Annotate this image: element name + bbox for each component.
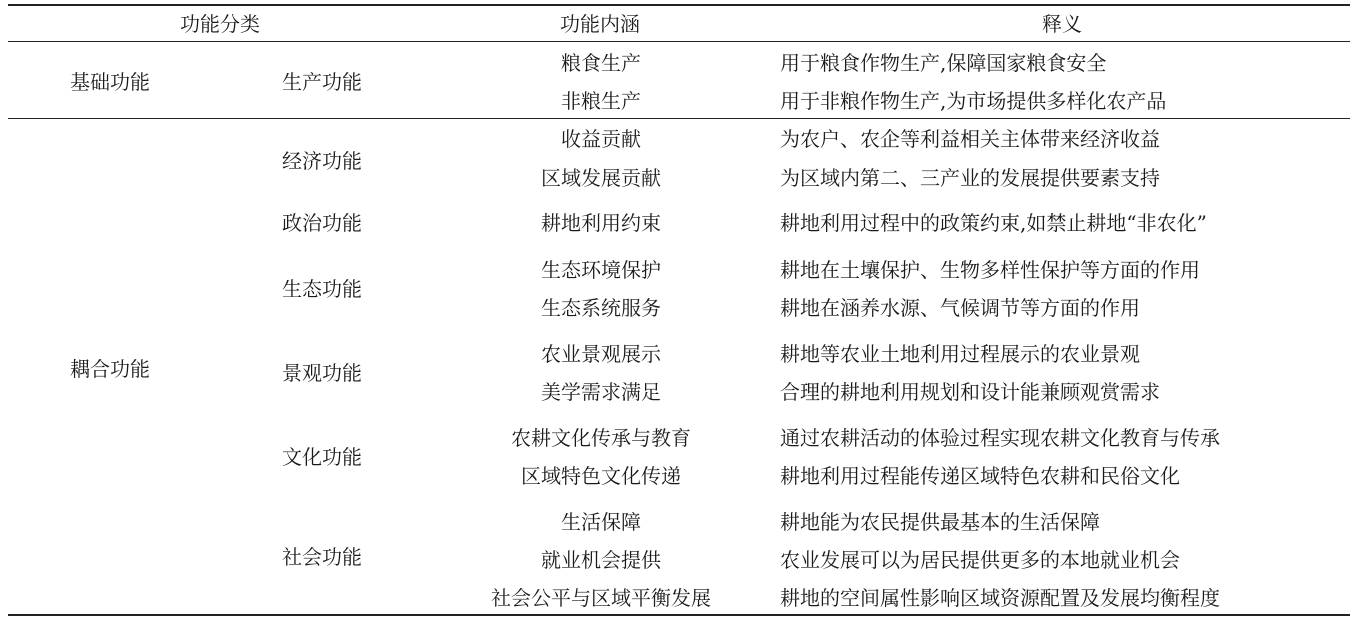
header-category: 功能分类 xyxy=(180,12,260,36)
connotation-cell: 收益贡献 xyxy=(561,127,641,151)
definition-cell: 为农户、农企等利益相关主体带来经济收益 xyxy=(780,127,1160,151)
definition-cell: 耕地在土壤保护、生物多样性保护等方面的作用 xyxy=(780,258,1200,282)
header-rule xyxy=(8,41,1350,42)
definition-cell: 耕地能为农民提供最基本的生活保障 xyxy=(780,510,1100,534)
main-category-basic: 基础功能 xyxy=(70,70,150,94)
subcategory-political: 政治功能 xyxy=(282,211,362,235)
definition-cell: 耕地利用过程能传递区域特色农耕和民俗文化 xyxy=(780,464,1180,488)
connotation-cell: 农业景观展示 xyxy=(541,342,661,366)
definition-cell: 通过农耕活动的体验过程实现农耕文化教育与传承 xyxy=(780,426,1220,450)
connotation-cell: 非粮生产 xyxy=(561,89,641,113)
header-connotation: 功能内涵 xyxy=(560,12,640,36)
connotation-cell: 美学需求满足 xyxy=(541,380,661,404)
subcategory-production: 生产功能 xyxy=(282,70,362,94)
subcategory-cultural: 文化功能 xyxy=(282,445,362,469)
bottom-rule xyxy=(8,614,1350,616)
subcategory-economic: 经济功能 xyxy=(282,149,362,173)
connotation-cell: 生态环境保护 xyxy=(541,258,661,282)
definition-cell: 合理的耕地利用规划和设计能兼顾观赏需求 xyxy=(780,380,1160,404)
definition-cell: 耕地的空间属性影响区域资源配置及发展均衡程度 xyxy=(780,586,1220,610)
definition-cell: 用于粮食作物生产,保障国家粮食安全 xyxy=(780,51,1107,75)
definition-cell: 为区域内第二、三产业的发展提供要素支持 xyxy=(780,166,1160,190)
connotation-cell: 粮食生产 xyxy=(561,51,641,75)
group-divider-rule xyxy=(8,118,1350,119)
top-rule xyxy=(8,4,1350,6)
connotation-cell: 区域发展贡献 xyxy=(541,166,661,190)
definition-cell: 农业发展可以为居民提供更多的本地就业机会 xyxy=(780,548,1180,572)
connotation-cell: 社会公平与区域平衡发展 xyxy=(491,586,711,610)
main-category-coupled: 耦合功能 xyxy=(70,357,150,381)
header-definition: 释义 xyxy=(1042,12,1082,36)
connotation-cell: 农耕文化传承与教育 xyxy=(511,426,691,450)
connotation-cell: 生活保障 xyxy=(561,510,641,534)
definition-cell: 耕地在涵养水源、气候调节等方面的作用 xyxy=(780,296,1140,320)
connotation-cell: 耕地利用约束 xyxy=(541,211,661,235)
subcategory-ecological: 生态功能 xyxy=(282,277,362,301)
definition-cell: 耕地等农业土地利用过程展示的农业景观 xyxy=(780,342,1140,366)
definition-cell: 用于非粮作物生产,为市场提供多样化农产品 xyxy=(780,89,1167,113)
definition-cell: 耕地利用过程中的政策约束,如禁止耕地“非农化” xyxy=(780,211,1207,235)
connotation-cell: 就业机会提供 xyxy=(541,548,661,572)
subcategory-landscape: 景观功能 xyxy=(282,361,362,385)
connotation-cell: 区域特色文化传递 xyxy=(521,464,681,488)
subcategory-social: 社会功能 xyxy=(282,545,362,569)
connotation-cell: 生态系统服务 xyxy=(541,296,661,320)
